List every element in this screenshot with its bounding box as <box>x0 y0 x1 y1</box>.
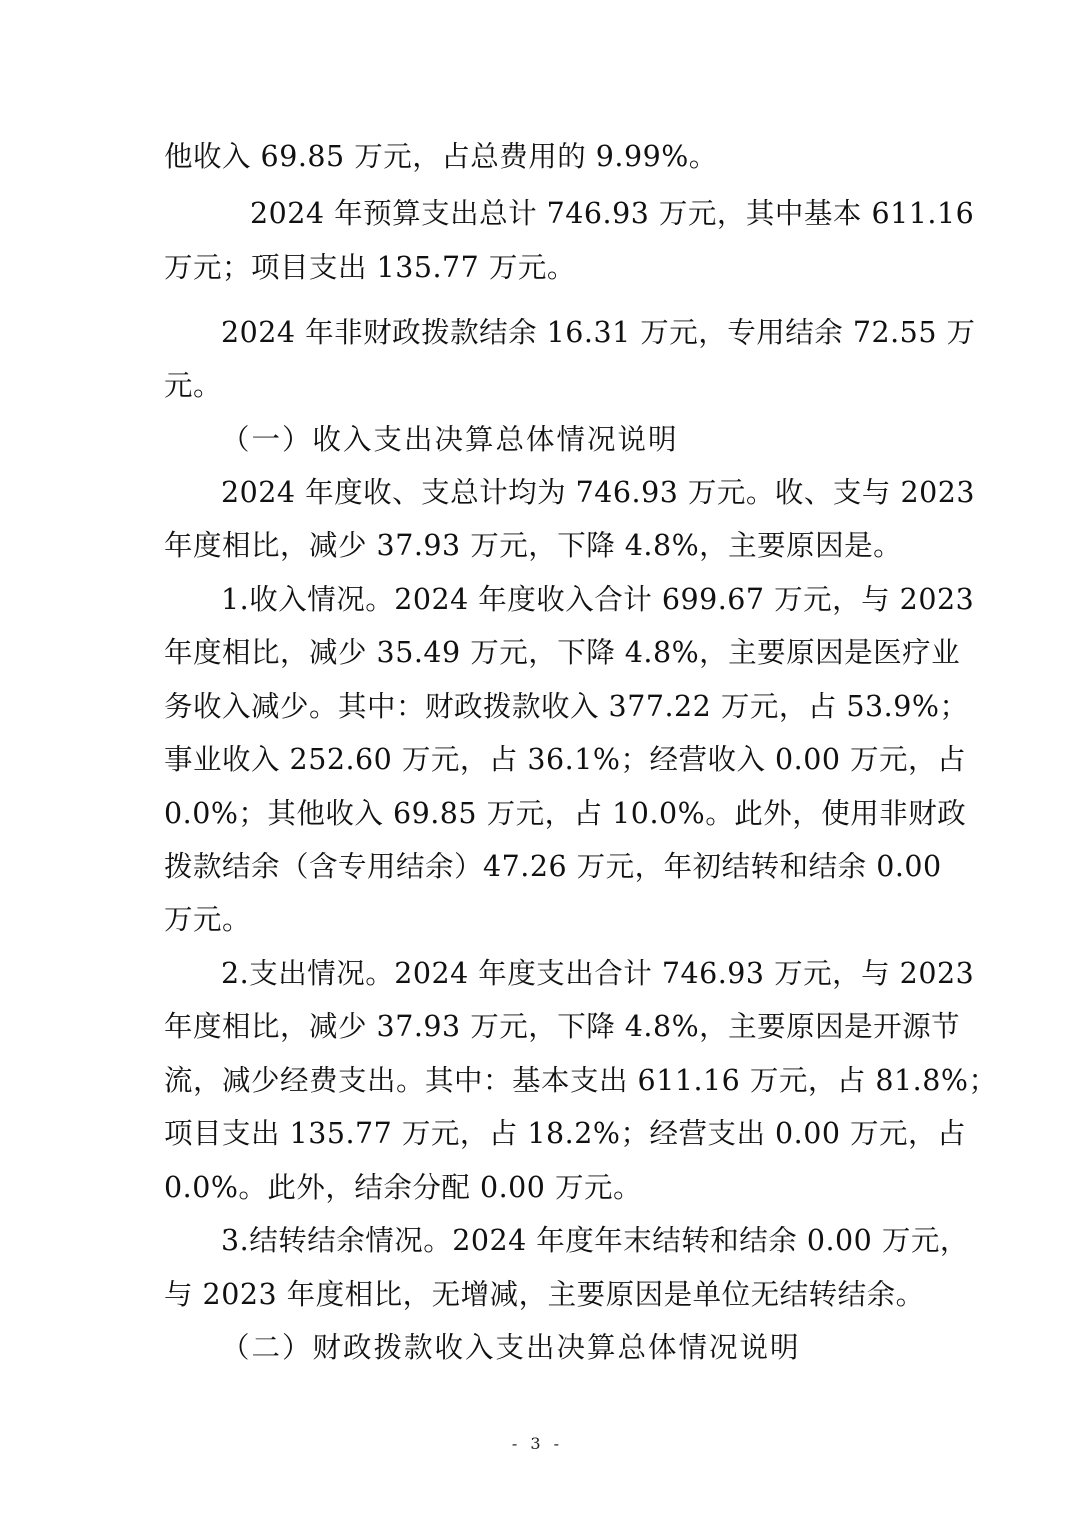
text-line-20: 0.0%。此外，结余分配 0.00 万元。 <box>164 1171 642 1204</box>
section-heading-1: （一）收入支出决算总体情况说明 <box>221 423 679 456</box>
text-line-12: 事业收入 252.60 万元，占 36.1%；经营收入 0.00 万元，占 <box>164 743 967 776</box>
text-line-5: 元。 <box>164 369 223 402</box>
text-line-9: 1.收入情况。2024 年度收入合计 699.67 万元，与 2023 <box>221 583 975 616</box>
text-line-10: 年度相比，减少 35.49 万元，下降 4.8%，主要原因是医疗业 <box>164 636 961 669</box>
text-line-18: 流，减少经费支出。其中：基本支出 611.16 万元，占 81.8%； <box>164 1064 998 1097</box>
section-heading-2: （二）财政拨款收入支出决算总体情况说明 <box>221 1331 801 1364</box>
text-line-11: 务收入减少。其中：财政拨款收入 377.22 万元，占 53.9%； <box>164 690 969 723</box>
text-line-13: 0.0%；其他收入 69.85 万元，占 10.0%。此外，使用非财政 <box>164 797 967 830</box>
text-line-14: 拨款结余（含专用结余）47.26 万元，年初结转和结余 0.00 <box>164 850 942 883</box>
text-line-8: 年度相比，减少 37.93 万元，下降 4.8%，主要原因是。 <box>164 529 903 562</box>
text-line-22: 与 2023 年度相比，无增减，主要原因是单位无结转结余。 <box>164 1278 925 1311</box>
page-number: - 3 - <box>511 1434 564 1453</box>
text-line-19: 项目支出 135.77 万元，占 18.2%；经营支出 0.00 万元，占 <box>164 1117 967 1150</box>
text-line-3: 万元；项目支出 135.77 万元。 <box>164 251 576 284</box>
text-line-16: 2.支出情况。2024 年度支出合计 746.93 万元，与 2023 <box>221 957 975 990</box>
text-line-17: 年度相比，减少 37.93 万元，下降 4.8%，主要原因是开源节 <box>164 1010 961 1043</box>
text-line-1: 他收入 69.85 万元，占总费用的 9.99%。 <box>164 140 718 173</box>
text-line-7: 2024 年度收、支总计均为 746.93 万元。收、支与 2023 <box>221 476 976 509</box>
text-line-4: 2024 年非财政拨款结余 16.31 万元，专用结余 72.55 万 <box>221 316 976 349</box>
text-line-15: 万元。 <box>164 903 252 936</box>
text-line-21: 3.结转结余情况。2024 年度年末结转和结余 0.00 万元， <box>221 1224 969 1257</box>
text-line-2: 2024 年预算支出总计 746.93 万元，其中基本 611.16 <box>250 197 975 230</box>
